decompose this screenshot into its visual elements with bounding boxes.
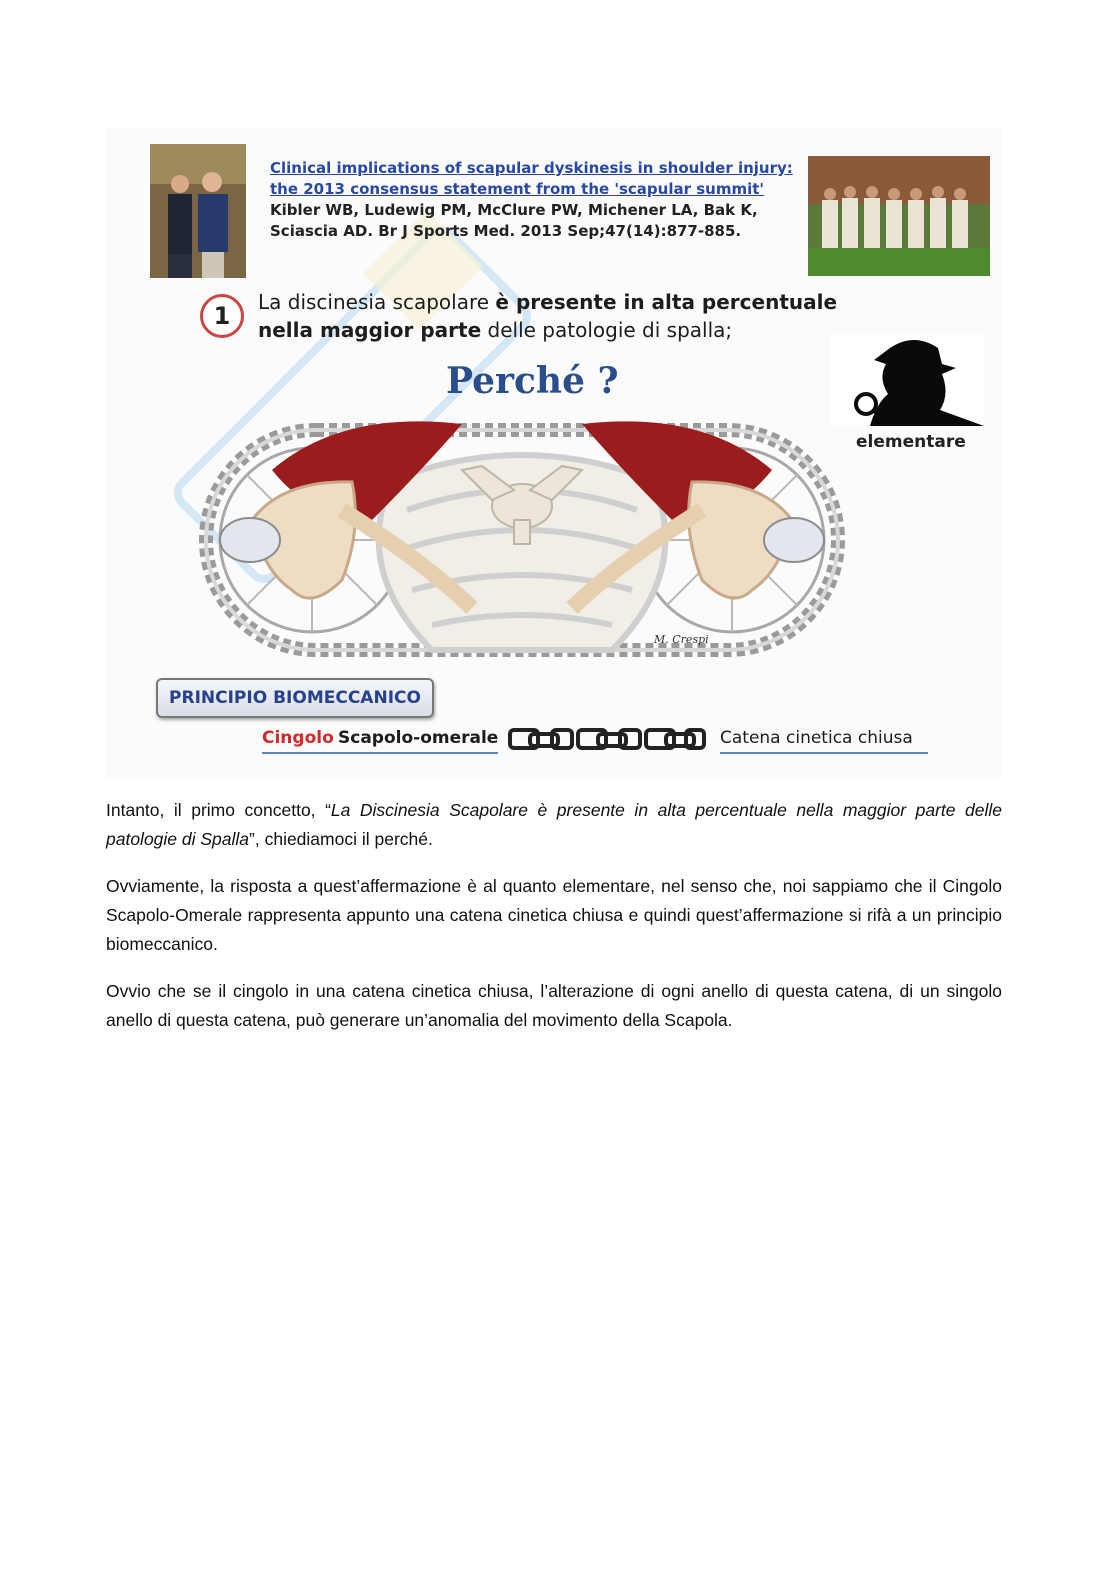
cingolo-label: Cingolo	[262, 728, 334, 748]
paragraph-1	[106, 796, 1002, 854]
shoulder-girdle-illustration	[192, 410, 852, 670]
scapolo-omerale-label: Scapolo-omerale	[338, 728, 499, 748]
underline-left	[262, 752, 498, 754]
paragraph-1-quote: La Discinesia Scapolare è presente in alta percentuale nella maggior parte delle patologie di Spalla	[106, 800, 1002, 849]
concept-part3: nella maggior parte	[258, 318, 482, 342]
paragraph-3: Ovvio che se il cingolo in una catena cinetica chiusa, l’alterazione di ogni anello di questa catena, di un singolo anello di questa catena, può generare un’anomalia del movimento della Scapola.	[106, 981, 1002, 1030]
photo-group	[808, 156, 990, 276]
reference-authors-line2: Sciascia AD. Br J Sports Med. 2013 Sep;47(14):877-885.	[270, 222, 742, 240]
question-heading: Perché ?	[446, 360, 619, 402]
body-text	[106, 796, 1002, 1053]
paragraph-2: Ovviamente, la risposta a quest’affermazione è al quanto elementare, nel senso che, noi sappiamo che il Cingolo Scapolo-Omerale rappresenta appunto una catena cinetica chiusa e quindi quest’affermazione si rifà a un principio biomeccanico.	[106, 876, 1002, 954]
concept-part2: è presente in alta percentuale	[495, 290, 838, 314]
paragraph-1-intro: Intanto, il primo concetto, “	[106, 800, 331, 820]
reference-authors-line1: Kibler WB, Ludewig PM, McClure PW, Michener LA, Bak K,	[270, 201, 758, 219]
reference-title-line1[interactable]: Clinical implications of scapular dyskinesis in shoulder injury:	[270, 159, 793, 177]
illustration-signature: M. Crespi	[654, 633, 709, 646]
catena-cinetica-label: Catena cinetica chiusa	[720, 728, 913, 748]
chain-links-icon	[508, 724, 708, 754]
kinetic-chain-row	[262, 724, 962, 758]
paragraph-1-outro: ”, chiediamoci il perché.	[249, 829, 433, 849]
concept-statement	[258, 288, 858, 344]
number-badge: 1	[200, 294, 244, 338]
concept-part1: La discinesia scapolare	[258, 290, 496, 314]
detective-caption: elementare	[856, 432, 966, 452]
reference-title-line2[interactable]: the 2013 consensus statement from the 'scapular summit'	[270, 180, 764, 198]
detective-silhouette-icon	[830, 334, 984, 426]
principio-biomeccanico-button[interactable]: PRINCIPIO BIOMECCANICO	[156, 678, 434, 718]
underline-right	[720, 752, 928, 754]
photo-two-men	[150, 144, 246, 278]
slide-image	[106, 128, 1002, 780]
concept-part4: delle patologie di spalla;	[481, 318, 733, 342]
reference-block	[270, 158, 810, 242]
